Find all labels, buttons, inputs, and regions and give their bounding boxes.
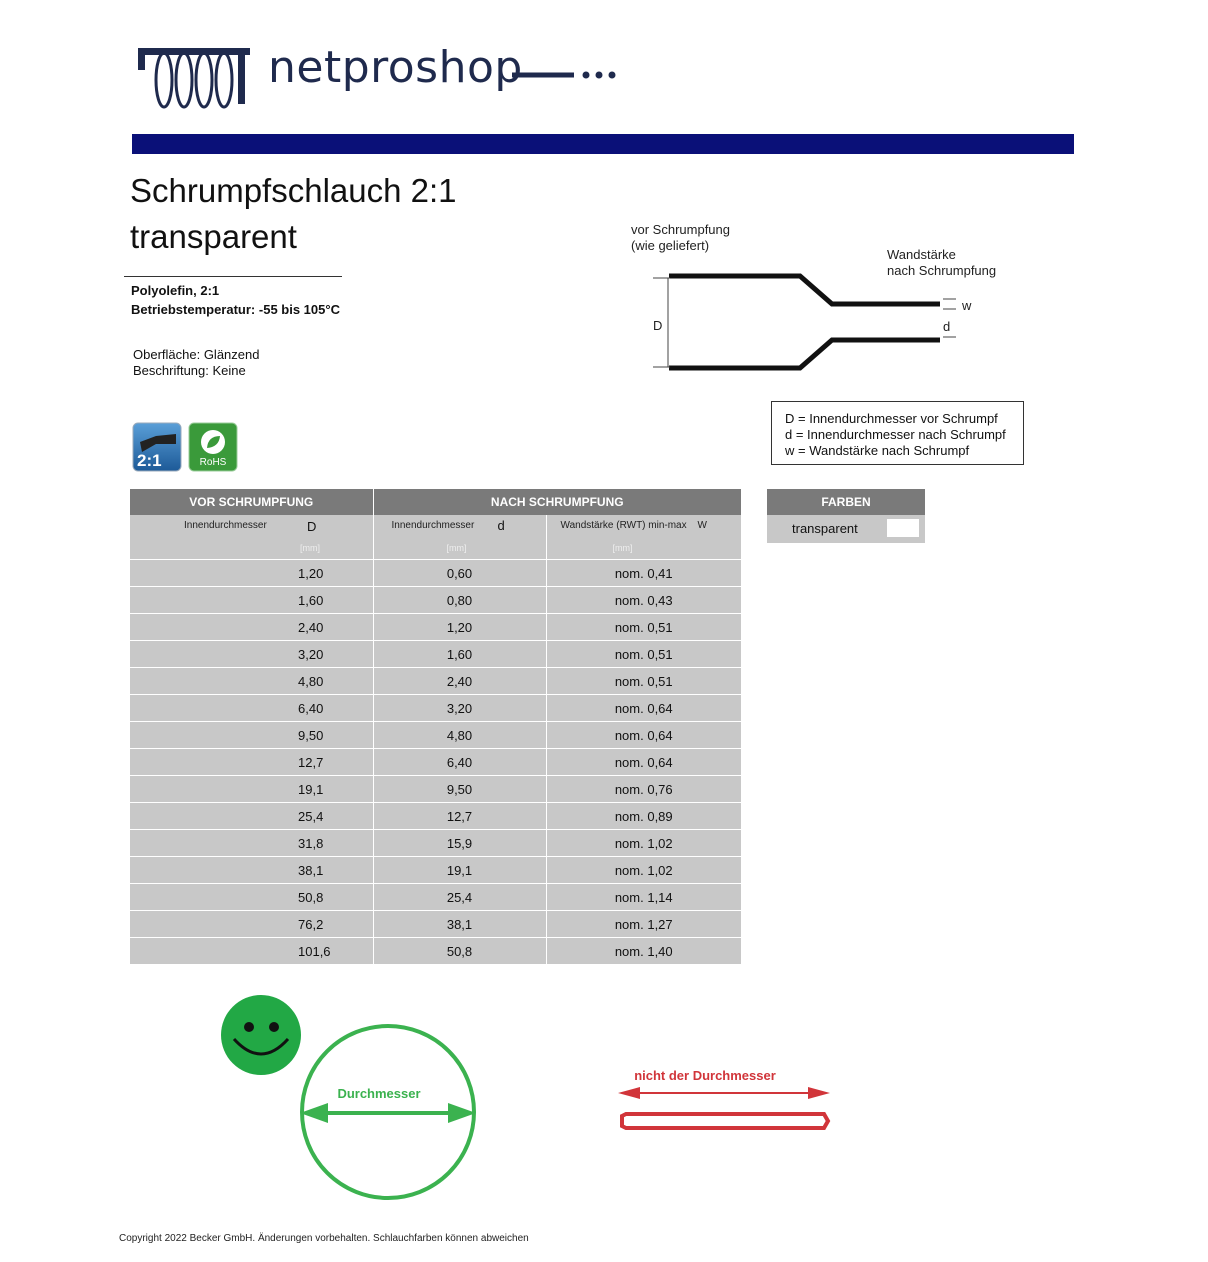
cell-D: 31,8 [130,830,373,857]
table-row [130,749,741,776]
cell-D: 19,1 [130,776,373,803]
cell-D: 9,50 [130,722,373,749]
rohs-badge-icon [188,422,238,472]
page-subtitle: transparent [130,218,297,255]
cell-w: nom. 1,27 [546,911,741,938]
table-row [130,614,741,641]
cell-w: nom. 1,14 [546,884,741,911]
col-label: Wandstärke (RWT) min-max [560,520,687,531]
col-symbol: D [307,519,317,534]
tube-top-wall [669,276,940,304]
col-label: Innendurchmesser [391,520,475,531]
ratio-badge-text: 2:1 [137,451,162,470]
cell-d: 1,20 [373,614,546,641]
after-label-1: Wandstärke [887,247,956,262]
group-header-before: VOR SCHRUMPFUNG [130,489,373,515]
cell-w: nom. 0,51 [546,641,741,668]
col-unit: [mm] [612,543,633,553]
table-row [130,776,741,803]
cell-d: 12,7 [373,803,546,830]
before-label-1: vor Schrumpfung [631,222,730,237]
after-label-2: nach Schrumpfung [887,263,997,278]
cell-d: 50,8 [373,938,546,965]
page-title: Schrumpfschlauch 2:1 [130,172,457,209]
cell-D: 76,2 [130,911,373,938]
cell-D: 12,7 [130,749,373,776]
cell-D: 38,1 [130,857,373,884]
flattened-tube [622,1114,828,1128]
arrow-right-icon [808,1087,830,1099]
diameter-d-label: d [943,319,951,334]
cell-w: nom. 1,02 [546,857,741,884]
legend-item: w = Wandstärke nach Schrumpf [785,443,970,458]
group-header-after: NACH SCHRUMPFUNG [373,489,741,515]
shrink-ratio-badge-icon [132,422,182,472]
surface-spec: Oberfläche: Glänzend [133,347,260,362]
colors-header: FARBEN [767,489,925,515]
logo-text: netproshop [268,42,523,93]
cell-d: 2,40 [373,668,546,695]
col-header-d [373,515,546,560]
cell-w: nom. 0,64 [546,695,741,722]
col-unit: [mm] [446,543,467,553]
cell-d: 6,40 [373,749,546,776]
table-row [130,587,741,614]
before-label-2: (wie geliefert) [631,238,710,253]
temperature-label: Betriebstemperatur: [131,302,256,317]
correct-diameter-label: Durchmesser [337,1086,421,1101]
diagram-legend [771,401,1024,465]
material-spec: Polyolefin, 2:1 [131,283,220,298]
color-name: transparent [792,521,858,536]
cell-w: nom. 0,41 [546,560,741,587]
size-table [130,489,741,964]
cell-w: nom. 0,64 [546,722,741,749]
shrink-tube-diagram [620,215,1040,395]
cell-D: 3,20 [130,641,373,668]
diameter-illustration [200,985,860,1205]
cell-d: 0,80 [373,587,546,614]
table-row [130,641,741,668]
cell-d: 38,1 [373,911,546,938]
col-label: Innendurchmesser [184,520,267,531]
table-row [130,938,741,965]
cell-d: 25,4 [373,884,546,911]
temperature-spec [131,302,340,317]
cell-D: 4,80 [130,668,373,695]
col-symbol: W [697,520,707,531]
col-header-D [130,515,373,560]
col-header-w [546,515,741,560]
colors-table [767,489,925,543]
cell-D: 101,6 [130,938,373,965]
wall-w-label: w [962,298,972,313]
cell-w: nom. 0,51 [546,668,741,695]
color-option[interactable] [767,515,925,543]
table-row [130,857,741,884]
cell-d: 19,1 [373,857,546,884]
cell-w: nom. 0,51 [546,614,741,641]
table-row [130,695,741,722]
title-divider [124,276,342,277]
cell-w: nom. 0,76 [546,776,741,803]
table-row [130,884,741,911]
table-row [130,560,741,587]
cell-d: 0,60 [373,560,546,587]
cell-D: 1,20 [130,560,373,587]
lettering-spec: Beschriftung: Keine [133,363,246,378]
legend-item: D = Innendurchmesser vor Schrumpf [785,411,998,426]
cell-w: nom. 0,43 [546,587,741,614]
cell-D: 1,60 [130,587,373,614]
tube-bottom-wall [669,340,940,368]
temperature-value: -55 bis 105°C [258,302,340,317]
wrong-diameter-label: nicht der Durchmesser [634,1068,776,1083]
legend-item: d = Innendurchmesser nach Schrumpf [785,427,1006,442]
table-row [130,668,741,695]
cell-d: 4,80 [373,722,546,749]
table-row [130,830,741,857]
arrow-left-icon [618,1087,640,1099]
cell-d: 3,20 [373,695,546,722]
cell-d: 15,9 [373,830,546,857]
cell-w: nom. 0,64 [546,749,741,776]
table-row [130,911,741,938]
smiley-icon [221,995,301,1075]
cell-w: nom. 1,40 [546,938,741,965]
cell-w: nom. 1,02 [546,830,741,857]
copyright-notice: Copyright 2022 Becker GmbH. Änderungen vorbehalten. Schlauchfarben können abweichen [119,1233,529,1244]
cell-D: 2,40 [130,614,373,641]
diameter-D-label: D [653,318,663,333]
cell-d: 1,60 [373,641,546,668]
col-symbol: d [497,518,505,533]
cell-w: nom. 0,89 [546,803,741,830]
rohs-badge-text: RoHS [199,457,227,468]
cell-D: 50,8 [130,884,373,911]
table-row [130,722,741,749]
color-swatch [887,519,919,537]
cell-D: 25,4 [130,803,373,830]
table-row [130,803,741,830]
col-unit: [mm] [300,543,320,553]
cell-D: 6,40 [130,695,373,722]
cell-d: 9,50 [373,776,546,803]
header-banner [132,134,1074,154]
